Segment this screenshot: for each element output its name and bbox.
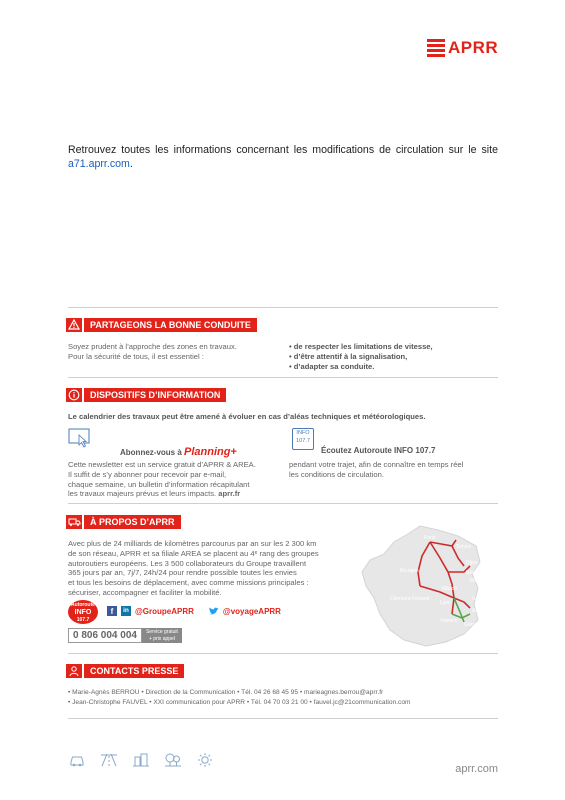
planning-site-link[interactable]: aprr.fr xyxy=(218,489,241,499)
badge-top: Autoroute xyxy=(71,602,95,608)
map-city: Valence xyxy=(440,618,458,624)
conduite-bullets xyxy=(289,342,499,371)
logo-text: APRR xyxy=(448,38,499,57)
text-line: chaque semaine, un bulletin d’information récapitulant xyxy=(68,479,250,489)
divider xyxy=(68,377,498,378)
map-city: Troyes xyxy=(456,544,472,550)
tree-icon xyxy=(164,752,182,768)
map-city: Dijon xyxy=(466,560,478,566)
footer-icons xyxy=(68,752,214,768)
map-city: Clermont-Ferrand xyxy=(390,596,430,602)
radio-icon xyxy=(292,428,314,450)
text-line: Cette newsletter est un service gratuit d’APRR & AREA. xyxy=(68,460,256,469)
warning-icon xyxy=(66,318,82,332)
map-city: Besançon xyxy=(466,570,489,576)
map-city: Genève xyxy=(472,596,490,602)
text-line: 365 jours par an, 7j/7, 24h/24 pour rendre possible toutes les envies xyxy=(68,568,297,578)
truck-icon xyxy=(66,515,82,529)
network-map xyxy=(360,522,500,650)
text-line: pendant votre trajet, afin de connaître en temps réel xyxy=(289,460,464,469)
contact-line: • Marie-Agnès BERROU • Direction de la Communication • Tél. 04 26 68 45 95 • marieagnes.berrou@aprr.fr xyxy=(68,689,384,696)
road-icon xyxy=(100,752,118,768)
text-line: les conditions de circulation. xyxy=(289,469,384,479)
france-map xyxy=(360,522,500,650)
map-city: Lyon xyxy=(440,600,451,606)
phone-number[interactable]: 0 806 004 004 xyxy=(68,628,142,643)
divider xyxy=(68,653,498,654)
linkedin-icon[interactable]: in xyxy=(121,606,131,616)
text-line: Avec plus de 24 milliards de kilomètres parcourus par an sur les 2 300 km xyxy=(68,539,317,548)
text-line: et tous les besoins de déplacement, avec comme missions principales : xyxy=(68,578,309,588)
radio-title: Écoutez Autoroute INFO 107.7 xyxy=(321,446,436,455)
divider xyxy=(68,307,498,308)
info-note: Le calendrier des travaux peut être amené à évoluer en cas d’aléas techniques et météorologiques. xyxy=(68,412,426,421)
text-line xyxy=(68,489,288,499)
phone-tag-line: + prix appel xyxy=(148,635,175,642)
section-title: À PROPOS D’APRR xyxy=(84,515,181,529)
section-header-conduite xyxy=(66,317,257,332)
intro-paragraph xyxy=(68,143,498,171)
social-handle-group[interactable]: @GroupeAPRR xyxy=(135,606,194,616)
map-city: Paris xyxy=(424,535,436,541)
footer-url[interactable]: aprr.com xyxy=(455,763,498,775)
section-title: PARTAGEONS LA BONNE CONDUITE xyxy=(84,318,257,332)
text-line: autoroutiers européens. Les 3 500 collaborateurs du Groupe travaillent xyxy=(68,558,307,568)
facebook-icon[interactable]: f xyxy=(107,606,117,616)
twitter-icon[interactable] xyxy=(208,607,219,616)
radio-badge-top: INFO xyxy=(296,430,310,436)
radio-badge-bottom: 107.7 xyxy=(296,438,310,444)
planning-prefix: Abonnez-vous à xyxy=(120,448,182,457)
text-line: de son réseau, APRR et sa filiale AREA se placent au 4ᵉ rang des groupes xyxy=(68,548,319,558)
text-line: sécuriser, accompagner et faciliter la mobilité. xyxy=(68,587,222,597)
planning-plus: + xyxy=(230,446,237,458)
social-row xyxy=(107,606,281,616)
section-header-press xyxy=(66,663,184,678)
planning-brand: Planning xyxy=(184,446,231,458)
section-title: DISPOSITIFS D’INFORMATION xyxy=(84,388,226,402)
bullet-item: • d’être attentif à la signalisation, xyxy=(289,351,408,361)
intro-text: Retrouvez toutes les informations concernant les modifications de circulation sur le site xyxy=(68,144,498,156)
badge-mid: INFO xyxy=(74,609,92,616)
text-line: Il suffit de s’y abonner pour recevoir par e-mail, xyxy=(68,469,227,479)
divider xyxy=(68,503,498,504)
car-icon xyxy=(68,752,86,768)
planning-description xyxy=(68,460,288,499)
newsletter-click-icon xyxy=(68,428,92,448)
map-city: Mulhouse xyxy=(470,578,492,584)
social-handle-twitter[interactable]: @voyageAPRR xyxy=(222,606,281,616)
section-header-info xyxy=(66,387,226,402)
intro-period: . xyxy=(129,158,133,170)
map-city: Mâcon xyxy=(442,586,458,592)
map-city: Bourges xyxy=(400,568,419,574)
divider xyxy=(68,718,498,719)
aprr-logo xyxy=(427,38,507,58)
section-title: CONTACTS PRESSE xyxy=(84,664,184,678)
bullet-item: • d’adapter sa conduite. xyxy=(289,361,375,371)
contact-line: • Jean-Christophe FAUVEL • XXI communication pour APRR • Tél. 04 70 03 21 00 • fauvel.jc@21communication.com xyxy=(68,698,411,706)
about-text xyxy=(68,539,358,598)
radio-description xyxy=(289,460,499,480)
conduite-left-text xyxy=(68,342,278,362)
info-icon xyxy=(66,388,82,402)
phone-tag xyxy=(142,628,182,643)
press-contacts xyxy=(68,688,508,707)
phone-box xyxy=(68,628,182,643)
badge-bot: 107.7 xyxy=(76,617,90,623)
planning-heading xyxy=(120,446,237,458)
contact-icon xyxy=(66,664,82,678)
sun-icon xyxy=(196,752,214,768)
map-city: Grenoble xyxy=(464,622,485,628)
site-link[interactable]: a71.aprr.com xyxy=(68,158,130,170)
text-line: Pour la sécurité de tous, il est essentiel : xyxy=(68,351,204,361)
text-line: Soyez prudent à l’approche des zones en travaux. xyxy=(68,342,237,351)
section-header-about xyxy=(66,514,181,529)
building-icon xyxy=(132,752,150,768)
bullet-item: • de respecter les limitations de vitesse, xyxy=(289,342,433,351)
map-city: Annecy xyxy=(472,608,489,614)
phone-tag-line: Service gratuit xyxy=(145,629,178,635)
logo-bars-icon xyxy=(427,39,445,57)
planning-last: les travaux majeurs prévus et leurs impacts. xyxy=(68,489,217,499)
autoroute-info-logo xyxy=(68,600,98,624)
